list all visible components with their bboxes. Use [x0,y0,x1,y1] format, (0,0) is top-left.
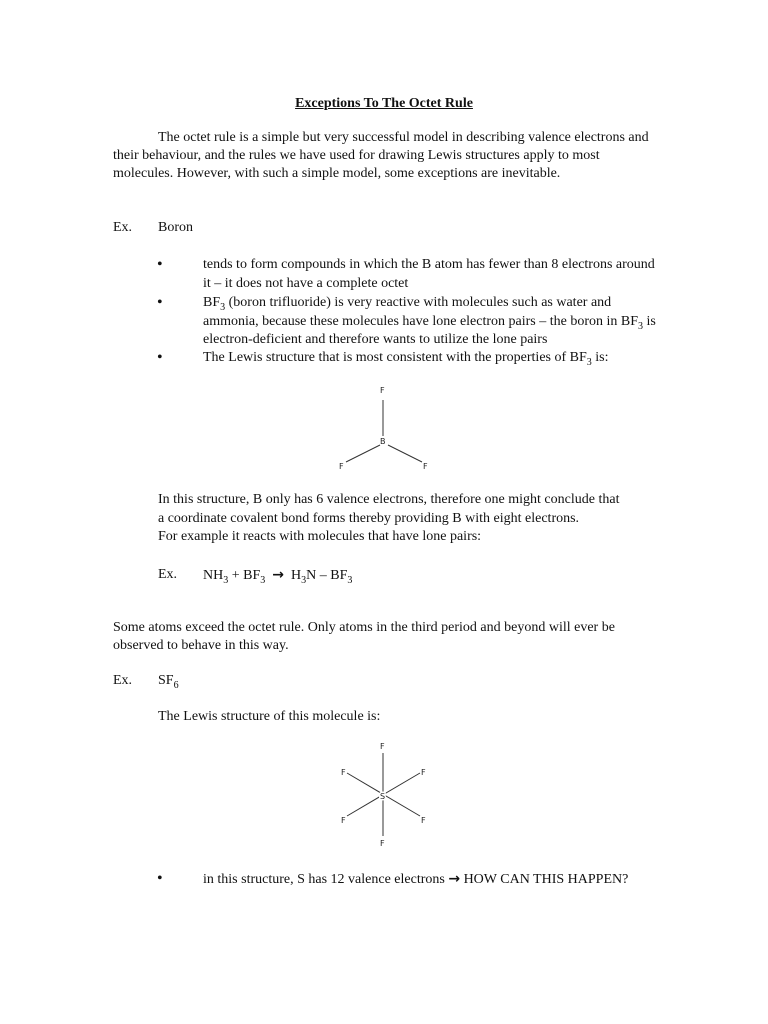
sf6-bullet-text2: HOW CAN THIS HAPPEN? [460,872,629,887]
subscript: 3 [301,574,307,586]
reaction-equation [203,566,352,585]
sf6-lewis-diagram [330,738,440,850]
fluorine-atom-lower-left: F [341,816,346,825]
subscript: 3 [586,356,592,368]
bullet-marker: • [157,294,163,311]
bf-formula: BF [203,295,221,310]
explanation-line-1: In this structure, B only has 6 valence electrons, therefore one might conclude that [158,492,620,507]
bf-formula: BF [620,313,639,329]
bullet3-text1: The Lewis structure that is most consistent with the properties of BF [203,350,587,365]
bond-line [346,445,380,462]
nh3-formula: NH [203,568,224,583]
bullet-marker: • [157,256,163,273]
bullet2-text1: (boron trifluoride) is very reactive with molecules such as water and ammonia, because these molecules have lone electron pairs – the boron in [203,295,621,329]
bond-line [388,445,422,462]
sf6-lewis-text: The Lewis structure of this molecule is: [158,709,381,724]
fluorine-atom-top: F [380,742,385,751]
subscript: 3 [638,320,644,332]
fluorine-atom-right: F [423,462,428,471]
arrow-icon: → [448,871,461,887]
bullet2-text2: is electron-deficient and therefore wants to utilize the lone pairs [203,313,656,347]
subscript: 3 [347,574,353,586]
subscript: 3 [223,574,229,586]
bullet-marker: • [157,870,163,887]
boron-bullet-1: tends to form compounds in which the B atom has fewer than 8 electrons around it – it does not have a complete octet [203,257,655,291]
boron-ex-label: Ex. [113,220,133,235]
explanation-line-2: a coordinate covalent bond forms thereby providing B with eight electrons. [158,511,580,526]
intro-first-line: The octet rule is a simple but very successful model in describing valence [158,130,571,145]
fluorine-atom-top: F [380,386,385,395]
subscript: 3 [220,301,226,313]
page-title: Exceptions To The Octet Rule [295,96,473,111]
boron-heading: Boron [158,220,193,235]
fluorine-atom-bottom: F [380,839,385,848]
exceed-paragraph: Some atoms exceed the octet rule. Only atoms in the third period and beyond will ever be observed to behave in this way. [113,620,615,653]
explanation-line-3: For example it reacts with molecules that have lone pairs: [158,529,482,544]
intro-rest: electrons and their behaviour, and the rules we have used for drawing Lewis structures apply to most molecules. However, with such a simple model, some exceptions are inevitable. [113,130,649,181]
fluorine-atom-upper-left: F [341,768,346,777]
bf3-formula: + BF [228,568,261,583]
subscript: 3 [260,574,266,586]
arrow-icon: → [272,567,284,583]
fluorine-atom-left: F [339,462,344,471]
sulfur-atom: S [380,792,386,801]
boron-bullet-3 [203,349,683,368]
h3n-formula: H [291,568,302,583]
bullet-marker: • [157,349,163,366]
intro-paragraph [113,129,658,183]
sf6-heading [158,672,179,690]
boron-bullet-2 [203,294,663,350]
sf6-ex-label: Ex. [113,673,133,688]
n-bf3-formula: N – BF [306,568,348,583]
subscript: 6 [173,679,179,691]
bullet3-text2: is: [591,350,609,365]
bf3-lewis-diagram [330,380,440,480]
reaction-ex-label: Ex. [158,567,178,582]
sf6-bullet-text1: in this structure, S has 12 valence electrons [203,872,449,887]
sf-formula: SF [158,673,174,688]
sf6-bullet [203,870,663,890]
boron-atom: B [380,437,386,446]
fluorine-atom-upper-right: F [421,768,426,777]
fluorine-atom-lower-right: F [421,816,426,825]
